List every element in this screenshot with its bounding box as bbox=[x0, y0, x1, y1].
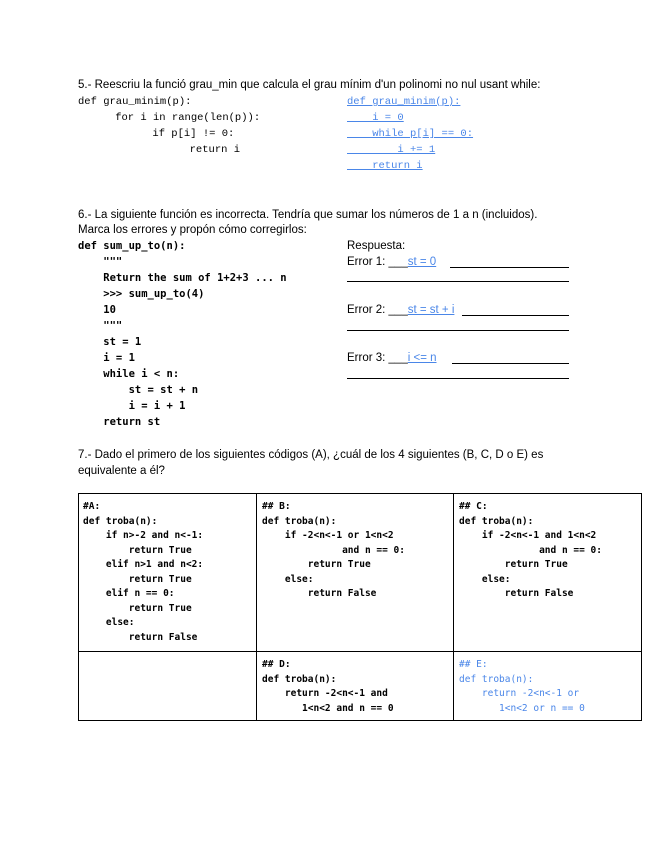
error-1-label: Error 1: ___ bbox=[347, 256, 408, 268]
code-line: return st bbox=[78, 416, 161, 428]
code-line: ## B: bbox=[262, 501, 291, 512]
q6-title-line1: 6.- La siguiente función es incorrecta. Tendría que sumar los números de 1 a n (incluidos). bbox=[78, 209, 538, 221]
q7-title-line1: 7.- Dado el primero de los siguientes códigos (A), ¿cuál de los 4 siguientes (B, C, D o E) es bbox=[78, 449, 544, 461]
answer-label: Respuesta: bbox=[347, 240, 406, 252]
code-line: def troba(n): bbox=[83, 515, 158, 527]
code-line: ## E: bbox=[459, 659, 488, 670]
cell-d bbox=[257, 652, 454, 721]
answer-line: i = 0 bbox=[347, 112, 404, 124]
code-line: 1<n<2 or n == 0 bbox=[459, 702, 585, 714]
error-2-fix: st = st + i bbox=[407, 304, 455, 316]
code-line: elif n>1 and n<2: bbox=[83, 559, 204, 570]
code-line: if -2<n<-1 and 1<n<2 bbox=[459, 530, 597, 541]
code-line: return i bbox=[114, 144, 241, 156]
code-line: for i in range(len(p)): bbox=[90, 112, 261, 124]
code-line: else: bbox=[459, 573, 511, 585]
answer-line: while p[i] == 0: bbox=[347, 128, 474, 140]
code-line: if n>-2 and n<-1: bbox=[83, 530, 204, 541]
code-line: #A: bbox=[83, 501, 101, 512]
cell-b bbox=[257, 494, 454, 652]
code-line: return True bbox=[83, 544, 192, 556]
cell-e bbox=[454, 652, 642, 721]
code-line: def troba(n): bbox=[262, 515, 337, 527]
blank-line bbox=[450, 267, 569, 268]
code-line: i = i + 1 bbox=[78, 400, 186, 412]
code-line: return True bbox=[262, 559, 371, 570]
code-line: def troba(n): bbox=[459, 673, 534, 685]
cell-a bbox=[79, 494, 257, 652]
code-line: else: bbox=[83, 617, 135, 628]
q6-title-line2: Marca los errores y propón cómo corregirlos: bbox=[78, 224, 307, 236]
error-2-label: Error 2: ___ bbox=[347, 304, 408, 316]
code-line: >>> sum_up_to(4) bbox=[78, 288, 205, 300]
answer-line: def grau_minim(p): bbox=[347, 96, 461, 108]
blank-line bbox=[452, 363, 569, 364]
code-line: def grau_minim(p): bbox=[78, 96, 192, 108]
answer-line: return i bbox=[347, 160, 423, 172]
code-line: return True bbox=[459, 559, 568, 570]
code-line: return False bbox=[459, 588, 574, 599]
code-line: while i < n: bbox=[78, 368, 180, 380]
code-options-table bbox=[78, 493, 642, 721]
blank-line bbox=[347, 378, 569, 379]
code-line: return -2<n<-1 or bbox=[459, 688, 580, 699]
error-3-fix: i <= n bbox=[407, 352, 437, 364]
code-line: st = st + n bbox=[78, 384, 199, 396]
cell-empty bbox=[79, 652, 257, 721]
code-line: if p[i] != 0: bbox=[102, 128, 235, 140]
code-line: def sum_up_to(n): bbox=[78, 240, 186, 252]
q7-title-line2: equivalente a él? bbox=[78, 465, 165, 477]
code-line: ## C: bbox=[459, 501, 488, 512]
error-1 bbox=[347, 254, 436, 270]
code-line: ## D: bbox=[262, 659, 291, 670]
code-line: def troba(n): bbox=[262, 673, 337, 685]
blank-line bbox=[347, 330, 569, 331]
error-2 bbox=[347, 302, 454, 318]
code-line: Return the sum of 1+2+3 ... n bbox=[78, 272, 287, 284]
code-line: and n == 0: bbox=[459, 544, 602, 556]
error-1-fix: st = 0 bbox=[407, 256, 437, 268]
code-line: else: bbox=[262, 573, 314, 585]
code-line: if -2<n<-1 or 1<n<2 bbox=[262, 530, 394, 541]
blank-line bbox=[462, 315, 569, 316]
code-line: 10 bbox=[78, 304, 116, 316]
code-line: return True bbox=[83, 573, 192, 585]
q5-title: 5.- Reescriu la funció grau_min que calcula el grau mínim d'un polinomi no nul usant while: bbox=[78, 79, 541, 91]
code-line: """ bbox=[78, 320, 123, 332]
error-3 bbox=[347, 350, 437, 366]
code-line: return True bbox=[83, 602, 192, 614]
code-line: st = 1 bbox=[78, 336, 142, 348]
cell-c bbox=[454, 494, 642, 652]
code-line: i = 1 bbox=[78, 352, 135, 364]
code-line: return False bbox=[262, 588, 377, 599]
code-line: return False bbox=[83, 631, 198, 643]
code-line: and n == 0: bbox=[262, 544, 405, 556]
code-line: elif n == 0: bbox=[83, 588, 175, 599]
code-line: 1<n<2 and n == 0 bbox=[262, 702, 394, 714]
code-line: def troba(n): bbox=[459, 515, 534, 527]
answer-line: i += 1 bbox=[347, 144, 436, 156]
code-line: """ bbox=[78, 256, 123, 268]
code-line: return -2<n<-1 and bbox=[262, 688, 388, 699]
error-3-label: Error 3: ___ bbox=[347, 352, 408, 364]
blank-line bbox=[347, 281, 569, 282]
